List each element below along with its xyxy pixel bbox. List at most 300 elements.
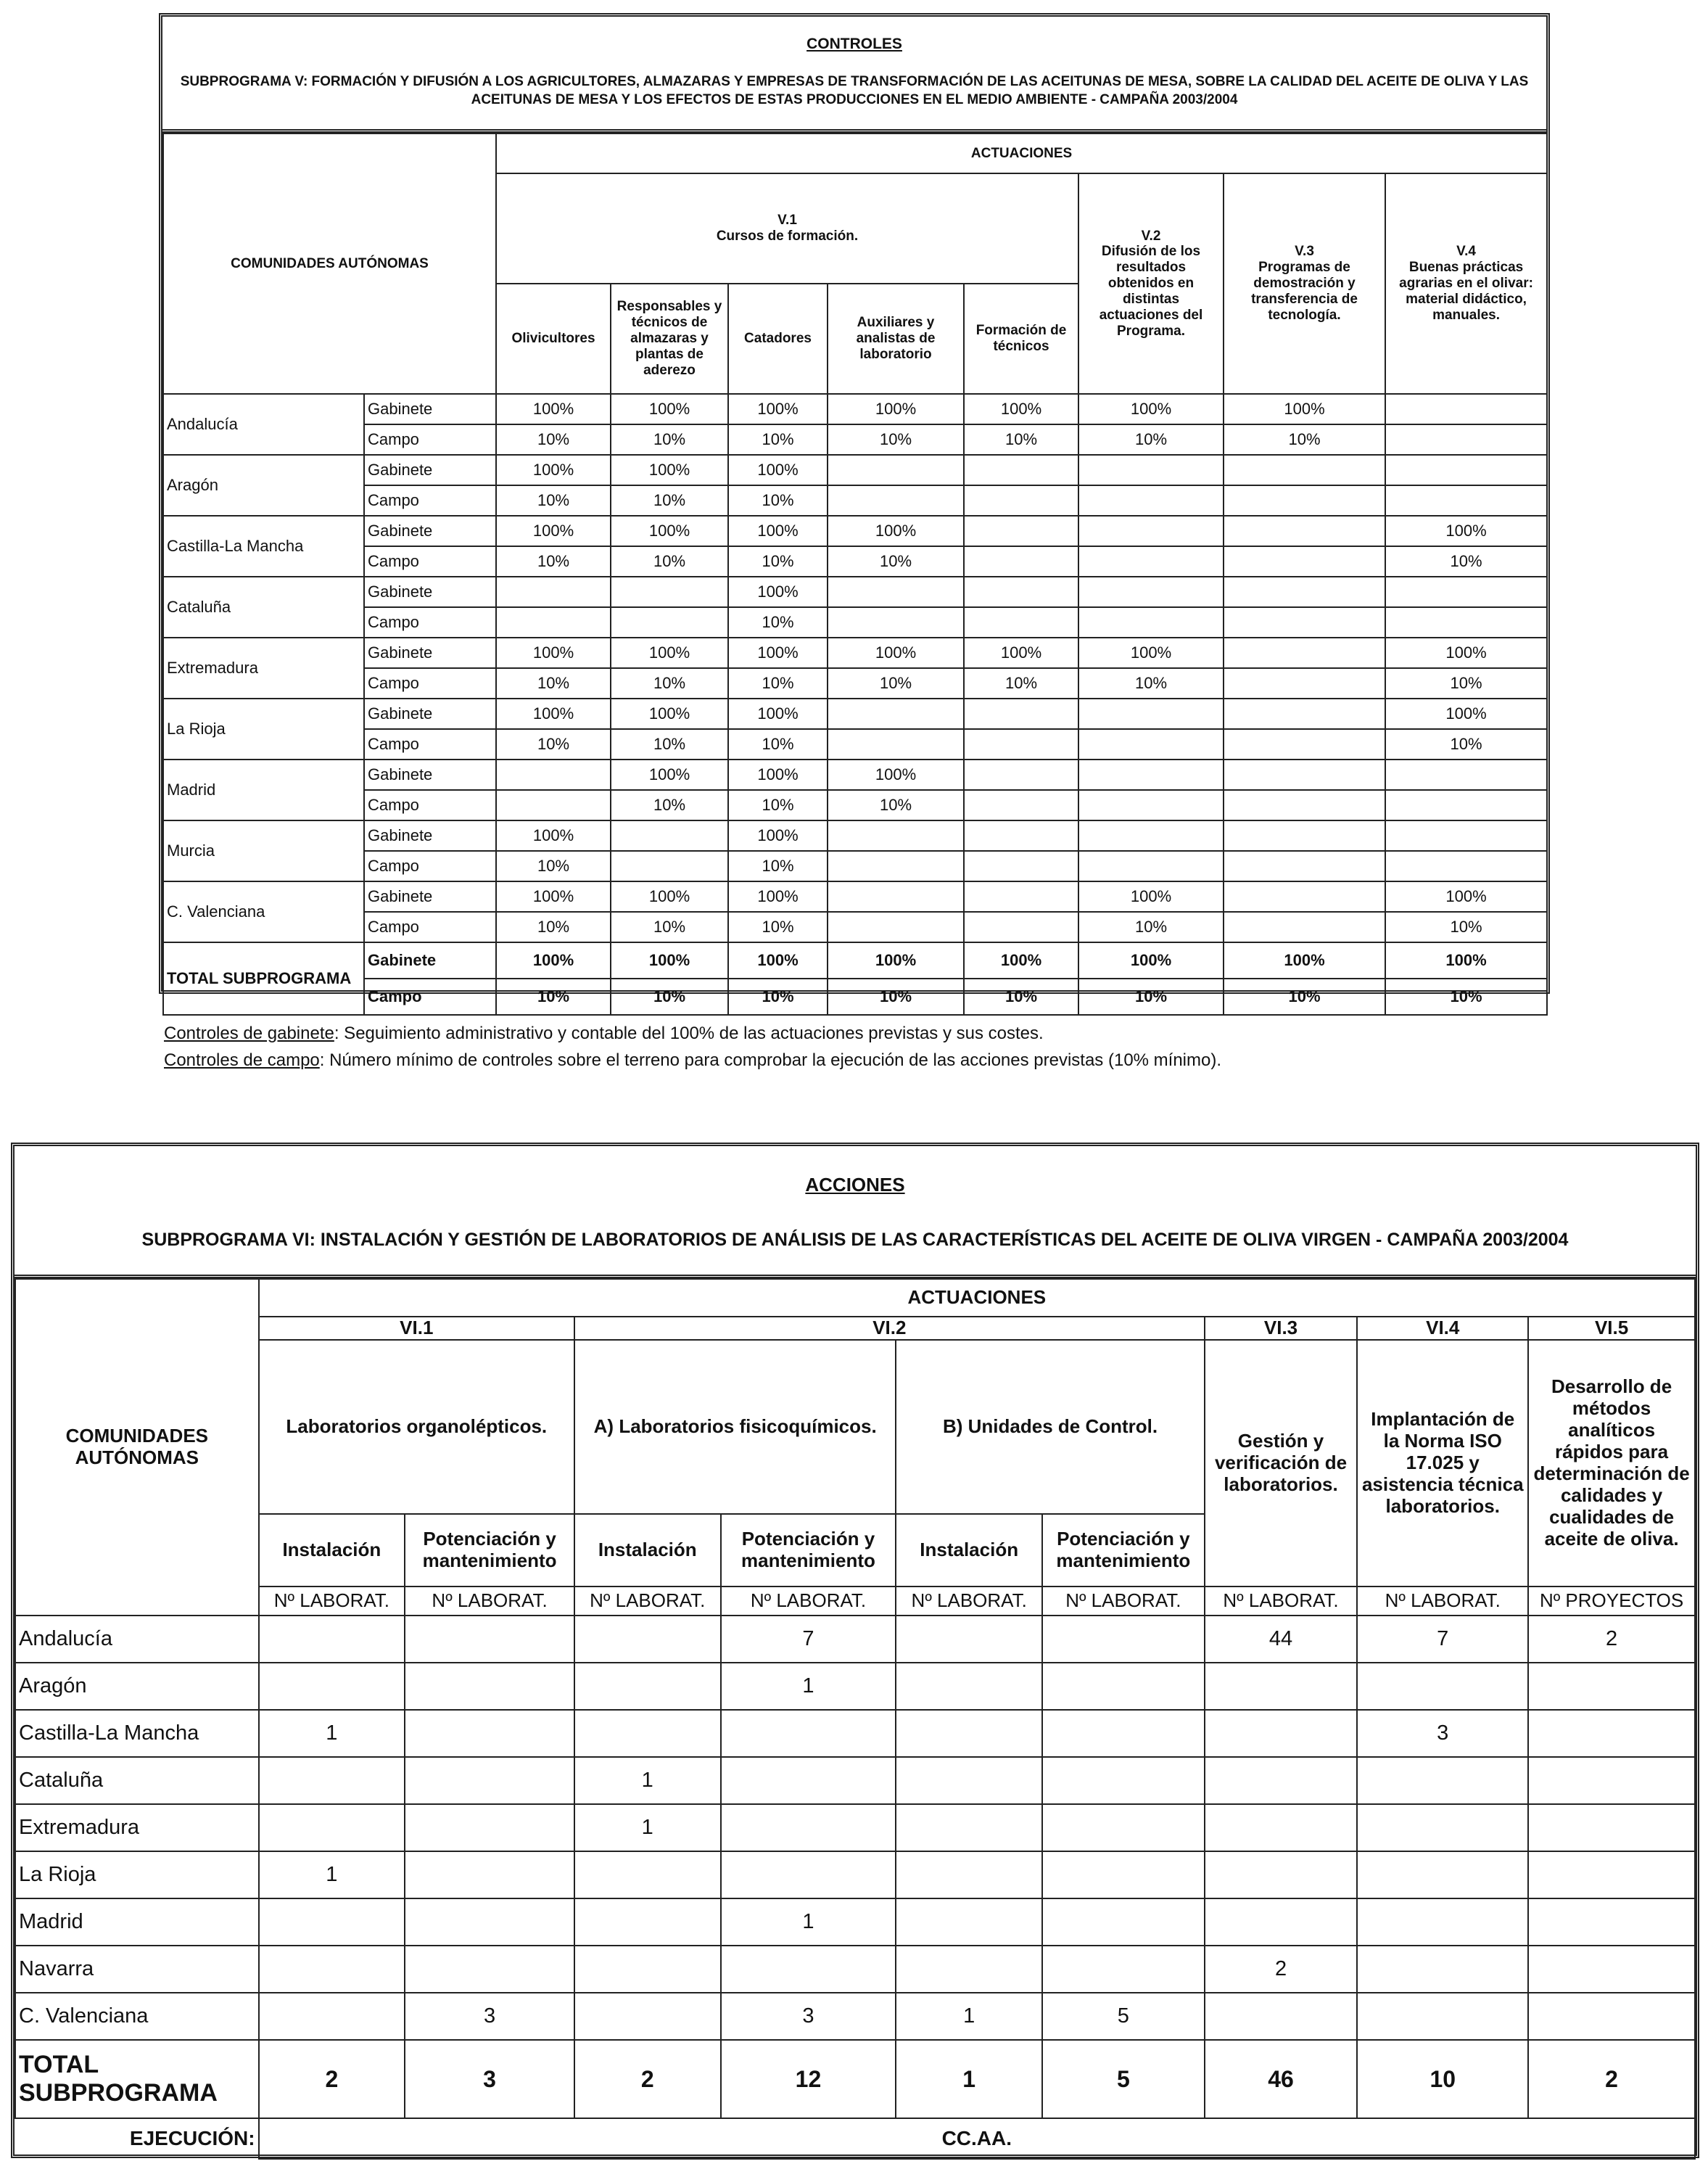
controles-panel [159, 13, 1550, 1006]
region-name: Andalucía [163, 394, 364, 455]
value-cell [259, 1898, 405, 1946]
value-cell [405, 1663, 574, 1710]
campo-value-cell [1078, 790, 1224, 820]
region-name: Andalucía [15, 1616, 259, 1663]
gabinete-value-cell: 100% [496, 820, 611, 851]
v3-header [1224, 173, 1385, 394]
unit-label: Nº LABORAT. [1357, 1587, 1528, 1616]
value-cell [1528, 1851, 1695, 1898]
gabinete-value-cell: 100% [828, 760, 964, 790]
campo-value-cell: 10% [496, 546, 611, 577]
gabinete-value-cell: 100% [728, 394, 828, 424]
region-name: Castilla-La Mancha [15, 1710, 259, 1757]
gabinete-value-cell [1078, 455, 1224, 485]
campo-value-cell: 10% [611, 912, 728, 942]
gabinete-label: Gabinete [364, 455, 496, 485]
gabinete-value-cell [1224, 699, 1385, 729]
gabinete-value-cell [828, 881, 964, 912]
region-campo-row [163, 485, 1547, 516]
region-row [15, 1804, 1695, 1851]
unit-label: Nº LABORAT. [1042, 1587, 1205, 1616]
vi5-header: Desarrollo de métodos analíticos rápidos para determinación de calidades y cualidades de aceite de oliva. [1528, 1340, 1695, 1587]
gabinete-value-cell: 100% [611, 760, 728, 790]
gabinete-value-cell: 100% [496, 942, 611, 979]
campo-value-cell: 10% [1078, 912, 1224, 942]
controles-title: CONTROLES [806, 36, 902, 52]
gabinete-value-cell: 100% [1078, 638, 1224, 668]
region-name: La Rioja [15, 1851, 259, 1898]
campo-value-cell: 10% [611, 979, 728, 1015]
campo-value-cell [964, 607, 1078, 638]
value-cell [896, 1757, 1042, 1804]
lab-organolepticos-header: Laboratorios organolépticos. [259, 1340, 574, 1514]
value-cell [405, 1710, 574, 1757]
campo-value-cell [1078, 607, 1224, 638]
region-name: C. Valenciana [15, 1993, 259, 2040]
campo-value-cell: 10% [1224, 979, 1385, 1015]
value-cell [1042, 1946, 1205, 1993]
campo-label: Campo [364, 668, 496, 699]
region-name: Aragón [163, 455, 364, 516]
gabinete-value-cell: 100% [496, 394, 611, 424]
campo-value-cell: 10% [496, 729, 611, 760]
vi2b-potenciacion: Potenciación y mantenimiento [1042, 1514, 1205, 1587]
total-gabinete-row [163, 942, 1547, 979]
value-cell [405, 1851, 574, 1898]
v3-title: Programas de demostración y transferencia de tecnología. [1251, 260, 1358, 323]
gabinete-value-cell [1385, 394, 1547, 424]
region-campo-row [163, 607, 1547, 638]
gabinete-value-cell: 100% [1078, 394, 1224, 424]
gabinete-value-cell: 100% [1385, 699, 1547, 729]
acc-actuaciones-header: ACTUACIONES [259, 1279, 1695, 1317]
region-name: Castilla-La Mancha [163, 516, 364, 577]
campo-value-cell: 10% [1385, 668, 1547, 699]
region-name: Extremadura [163, 638, 364, 699]
value-cell [259, 1757, 405, 1804]
value-cell [896, 1663, 1042, 1710]
campo-value-cell [1224, 546, 1385, 577]
value-cell [896, 1710, 1042, 1757]
campo-value-cell [611, 851, 728, 881]
gabinete-value-cell [1385, 820, 1547, 851]
gabinete-value-cell: 100% [496, 516, 611, 546]
campo-value-cell [1385, 851, 1547, 881]
campo-label: Campo [364, 912, 496, 942]
actuaciones-header: ACTUACIONES [496, 133, 1547, 173]
gabinete-value-cell [1385, 760, 1547, 790]
campo-value-cell [964, 790, 1078, 820]
region-name: Extremadura [15, 1804, 259, 1851]
campo-value-cell: 10% [828, 668, 964, 699]
vi1-instalacion: Instalación [259, 1514, 405, 1587]
v1-title: Cursos de formación. [716, 229, 859, 244]
value-cell [1205, 1710, 1358, 1757]
gabinete-value-cell [964, 577, 1078, 607]
vi1-potenciacion: Potenciación y mantenimiento [405, 1514, 574, 1587]
ejecucion-row [15, 2118, 1695, 2159]
value-cell: 1 [721, 1898, 896, 1946]
gabinete-label: Gabinete [364, 760, 496, 790]
value-cell [259, 1804, 405, 1851]
lab-fisicoquimicos-header: A) Laboratorios fisicoquímicos. [574, 1340, 896, 1514]
gabinete-value-cell: 100% [1385, 942, 1547, 979]
value-cell: 3 [721, 1993, 896, 2040]
value-cell [574, 1616, 721, 1663]
campo-label: Campo [364, 424, 496, 455]
unidades-control-header: B) Unidades de Control. [896, 1340, 1204, 1514]
value-cell [1042, 1663, 1205, 1710]
unit-label: Nº PROYECTOS [1528, 1587, 1695, 1616]
v1-code: V.1 [777, 213, 797, 229]
unit-label: Nº LABORAT. [405, 1587, 574, 1616]
campo-label: Campo [364, 485, 496, 516]
gabinete-value-cell [1224, 577, 1385, 607]
region-gabinete-row [163, 881, 1547, 912]
value-cell [1042, 1898, 1205, 1946]
value-cell [1042, 1757, 1205, 1804]
gabinete-value-cell [496, 577, 611, 607]
region-gabinete-row [163, 820, 1547, 851]
gabinete-value-cell: 100% [728, 577, 828, 607]
campo-value-cell: 10% [496, 979, 611, 1015]
value-cell [896, 1804, 1042, 1851]
value-cell [1042, 1851, 1205, 1898]
campo-value-cell [1078, 851, 1224, 881]
col-catadores: Catadores [728, 284, 828, 394]
vi3-code: VI.3 [1205, 1317, 1358, 1340]
col-olivicultores: Olivicultores [496, 284, 611, 394]
gabinete-value-cell [828, 699, 964, 729]
campo-value-cell: 10% [496, 424, 611, 455]
campo-value-cell: 10% [611, 729, 728, 760]
region-campo-row [163, 790, 1547, 820]
campo-value-cell: 10% [611, 485, 728, 516]
note-gabinete-term: Controles de gabinete [164, 1024, 334, 1043]
campo-value-cell [1224, 729, 1385, 760]
value-cell [721, 1851, 896, 1898]
gabinete-value-cell [964, 516, 1078, 546]
value-cell [721, 1804, 896, 1851]
value-cell [1357, 1993, 1528, 2040]
value-cell [1205, 1663, 1358, 1710]
gabinete-value-cell [1224, 516, 1385, 546]
gabinete-value-cell: 100% [964, 394, 1078, 424]
value-cell [1357, 1804, 1528, 1851]
total-value-cell: 3 [405, 2040, 574, 2118]
acciones-title: ACCIONES [805, 1174, 905, 1196]
region-row [15, 1757, 1695, 1804]
region-row [15, 1993, 1695, 2040]
region-name: La Rioja [163, 699, 364, 760]
campo-value-cell: 10% [728, 851, 828, 881]
campo-value-cell: 10% [964, 668, 1078, 699]
gabinete-value-cell [1078, 516, 1224, 546]
acciones-subtitle: SUBPROGRAMA VI: INSTALACIÓN Y GESTIÓN DE LABORATORIOS DE ANÁLISIS DE LAS CARACTERÍSTICAS DEL ACEITE DE OLIVA VIRGEN - CAMPAÑA 2003/2004 [141, 1230, 1569, 1250]
gabinete-value-cell: 100% [1078, 881, 1224, 912]
region-campo-row [163, 668, 1547, 699]
value-cell: 1 [574, 1757, 721, 1804]
campo-value-cell: 10% [728, 790, 828, 820]
region-name: Cataluña [163, 577, 364, 638]
value-cell: 1 [721, 1663, 896, 1710]
campo-value-cell: 10% [728, 668, 828, 699]
value-cell: 3 [1357, 1710, 1528, 1757]
value-cell: 7 [1357, 1616, 1528, 1663]
campo-value-cell: 10% [1385, 729, 1547, 760]
campo-value-cell [964, 485, 1078, 516]
controles-notes [164, 1020, 1221, 1074]
gabinete-value-cell [1078, 760, 1224, 790]
region-name: Madrid [15, 1898, 259, 1946]
region-gabinete-row [163, 577, 1547, 607]
total-label: TOTAL SUBPROGRAMA [15, 2040, 259, 2118]
region-name: C. Valenciana [163, 881, 364, 942]
region-name: Aragón [15, 1663, 259, 1710]
gabinete-value-cell: 100% [828, 394, 964, 424]
campo-value-cell [496, 790, 611, 820]
controles-subtitle: SUBPROGRAMA V: FORMACIÓN Y DIFUSIÓN A LOS AGRICULTORES, ALMAZARAS Y EMPRESAS DE TRANSFORMACIÓN DE LAS ACEITUNAS DE MESA, SOBRE LA CALIDAD DEL ACEITE DE OLIVA Y LAS ACEITUNAS DE MESA Y LOS EFECTOS DE ESTAS PRODUCCIONES EN EL MEDIO AMBIENTE - CAMPAÑA 2003/2004 [180, 74, 1529, 107]
value-cell [896, 1851, 1042, 1898]
total-value-cell: 12 [721, 2040, 896, 2118]
value-cell [896, 1616, 1042, 1663]
campo-value-cell: 10% [496, 668, 611, 699]
gabinete-value-cell: 100% [611, 942, 728, 979]
value-cell [405, 1804, 574, 1851]
campo-value-cell: 10% [728, 485, 828, 516]
gabinete-value-cell: 100% [611, 394, 728, 424]
gabinete-value-cell [1078, 577, 1224, 607]
vi4-header: Implantación de la Norma ISO 17.025 y asistencia técnica laboratorios. [1357, 1340, 1528, 1587]
gabinete-value-cell: 100% [1385, 516, 1547, 546]
campo-value-cell: 10% [496, 485, 611, 516]
campo-value-cell: 10% [728, 546, 828, 577]
gabinete-value-cell: 100% [728, 455, 828, 485]
campo-value-cell: 10% [611, 668, 728, 699]
v4-title: Buenas prácticas agrarias en el olivar: material didáctico, manuales. [1399, 260, 1533, 323]
region-gabinete-row [163, 455, 1547, 485]
value-cell: 44 [1205, 1616, 1358, 1663]
region-campo-row [163, 912, 1547, 942]
unit-label: Nº LABORAT. [574, 1587, 721, 1616]
note-gabinete [164, 1020, 1221, 1047]
campo-value-cell: 10% [496, 851, 611, 881]
value-cell: 5 [1042, 1993, 1205, 2040]
note-campo-term: Controles de campo [164, 1050, 320, 1071]
gabinete-value-cell [964, 881, 1078, 912]
value-cell: 3 [405, 1993, 574, 2040]
value-cell [721, 1946, 896, 1993]
campo-value-cell: 10% [1078, 668, 1224, 699]
value-cell [574, 1946, 721, 1993]
value-cell [1205, 1757, 1358, 1804]
gabinete-value-cell: 100% [496, 699, 611, 729]
total-row [15, 2040, 1695, 2118]
campo-value-cell [1385, 424, 1547, 455]
controles-header [162, 17, 1546, 133]
value-cell [1528, 1710, 1695, 1757]
value-cell: 1 [896, 1993, 1042, 2040]
region-row [15, 1946, 1695, 1993]
value-cell [1357, 1851, 1528, 1898]
value-cell [405, 1946, 574, 1993]
gabinete-label: Gabinete [364, 516, 496, 546]
campo-label: Campo [364, 729, 496, 760]
gabinete-value-cell: 100% [828, 638, 964, 668]
vi2b-instalacion: Instalación [896, 1514, 1042, 1587]
value-cell: 1 [259, 1710, 405, 1757]
campo-value-cell: 10% [828, 546, 964, 577]
value-cell [721, 1757, 896, 1804]
campo-value-cell: 10% [1224, 424, 1385, 455]
region-name: Madrid [163, 760, 364, 820]
units-row [15, 1587, 1695, 1616]
campo-value-cell: 10% [728, 607, 828, 638]
value-cell [259, 1993, 405, 2040]
v2-code: V.2 [1141, 228, 1161, 244]
region-name: Murcia [163, 820, 364, 881]
campo-value-cell: 10% [828, 790, 964, 820]
campo-label: Campo [364, 979, 496, 1015]
campo-value-cell [964, 546, 1078, 577]
ejecucion-value: CC.AA. [259, 2118, 1695, 2159]
campo-value-cell [496, 607, 611, 638]
value-cell [574, 1851, 721, 1898]
gabinete-value-cell [1224, 455, 1385, 485]
vi2a-potenciacion: Potenciación y mantenimiento [721, 1514, 896, 1587]
vi2-code: VI.2 [574, 1317, 1205, 1340]
gabinete-value-cell [828, 577, 964, 607]
v3-code: V.3 [1295, 244, 1314, 260]
gabinete-value-cell [1224, 820, 1385, 851]
value-cell [574, 1663, 721, 1710]
total-value-cell: 2 [574, 2040, 721, 2118]
campo-value-cell [1385, 607, 1547, 638]
gabinete-value-cell: 100% [728, 699, 828, 729]
value-cell [1357, 1663, 1528, 1710]
gabinete-value-cell [1224, 760, 1385, 790]
campo-label: Campo [364, 607, 496, 638]
campo-value-cell: 10% [1078, 424, 1224, 455]
gabinete-value-cell [828, 820, 964, 851]
value-cell [259, 1946, 405, 1993]
gabinete-value-cell: 100% [496, 881, 611, 912]
col-formacion-tecnicos: Formación de técnicos [964, 284, 1078, 394]
gabinete-value-cell: 100% [728, 516, 828, 546]
value-cell [896, 1946, 1042, 1993]
unit-label: Nº LABORAT. [896, 1587, 1042, 1616]
total-label: TOTAL SUBPROGRAMA [163, 942, 364, 1015]
campo-value-cell [964, 851, 1078, 881]
value-cell [574, 1710, 721, 1757]
controles-table [162, 133, 1548, 1016]
region-gabinete-row [163, 699, 1547, 729]
value-cell [1205, 1993, 1358, 2040]
campo-value-cell [611, 607, 728, 638]
gabinete-value-cell [964, 699, 1078, 729]
campo-value-cell [1078, 485, 1224, 516]
gabinete-value-cell: 100% [828, 516, 964, 546]
campo-value-cell [1078, 729, 1224, 760]
vi5-code: VI.5 [1528, 1317, 1695, 1340]
vi2a-instalacion: Instalación [574, 1514, 721, 1587]
campo-label: Campo [364, 790, 496, 820]
comunidades-header: COMUNIDADES AUTÓNOMAS [163, 133, 496, 394]
note-campo [164, 1047, 1221, 1074]
gabinete-label: Gabinete [364, 942, 496, 979]
campo-value-cell [1224, 851, 1385, 881]
campo-value-cell: 10% [496, 912, 611, 942]
v4-header [1385, 173, 1547, 394]
total-value-cell: 10 [1357, 2040, 1528, 2118]
campo-value-cell: 10% [728, 979, 828, 1015]
value-cell [259, 1663, 405, 1710]
gabinete-value-cell [1078, 820, 1224, 851]
value-cell [259, 1616, 405, 1663]
gabinete-value-cell: 100% [728, 638, 828, 668]
value-cell [1042, 1710, 1205, 1757]
gabinete-label: Gabinete [364, 638, 496, 668]
campo-value-cell [1078, 546, 1224, 577]
region-name: Cataluña [15, 1757, 259, 1804]
gabinete-value-cell: 100% [611, 699, 728, 729]
gabinete-value-cell [964, 760, 1078, 790]
campo-value-cell: 10% [964, 979, 1078, 1015]
v4-code: V.4 [1456, 244, 1476, 260]
total-value-cell: 5 [1042, 2040, 1205, 2118]
unit-label: Nº LABORAT. [1205, 1587, 1358, 1616]
value-cell [896, 1898, 1042, 1946]
value-cell: 2 [1528, 1616, 1695, 1663]
campo-value-cell [1224, 790, 1385, 820]
campo-value-cell [1224, 912, 1385, 942]
gabinete-label: Gabinete [364, 699, 496, 729]
value-cell [574, 1993, 721, 2040]
gabinete-value-cell: 100% [1224, 942, 1385, 979]
campo-value-cell: 10% [611, 546, 728, 577]
note-gabinete-text: : Seguimiento administrativo y contable del 100% de las actuaciones previstas y sus costes. [334, 1024, 1044, 1043]
campo-value-cell: 10% [728, 729, 828, 760]
value-cell: 1 [574, 1804, 721, 1851]
region-row [15, 1663, 1695, 1710]
gabinete-value-cell [1224, 638, 1385, 668]
gabinete-label: Gabinete [364, 881, 496, 912]
total-value-cell: 2 [259, 2040, 405, 2118]
campo-value-cell [964, 912, 1078, 942]
campo-value-cell [1224, 668, 1385, 699]
region-row [15, 1710, 1695, 1757]
campo-value-cell: 10% [1385, 546, 1547, 577]
value-cell: 7 [721, 1616, 896, 1663]
campo-value-cell: 10% [1078, 979, 1224, 1015]
gabinete-value-cell: 100% [1385, 881, 1547, 912]
vi4-code: VI.4 [1357, 1317, 1528, 1340]
total-value-cell: 2 [1528, 2040, 1695, 2118]
region-row [15, 1898, 1695, 1946]
value-cell [405, 1898, 574, 1946]
gabinete-value-cell [1385, 577, 1547, 607]
value-cell [1528, 1993, 1695, 2040]
gabinete-value-cell: 100% [611, 881, 728, 912]
gabinete-value-cell: 100% [964, 638, 1078, 668]
campo-value-cell: 10% [611, 790, 728, 820]
gabinete-value-cell: 100% [496, 638, 611, 668]
gabinete-value-cell [1224, 881, 1385, 912]
campo-value-cell: 10% [728, 912, 828, 942]
region-gabinete-row [163, 760, 1547, 790]
campo-value-cell [828, 607, 964, 638]
value-cell [405, 1616, 574, 1663]
